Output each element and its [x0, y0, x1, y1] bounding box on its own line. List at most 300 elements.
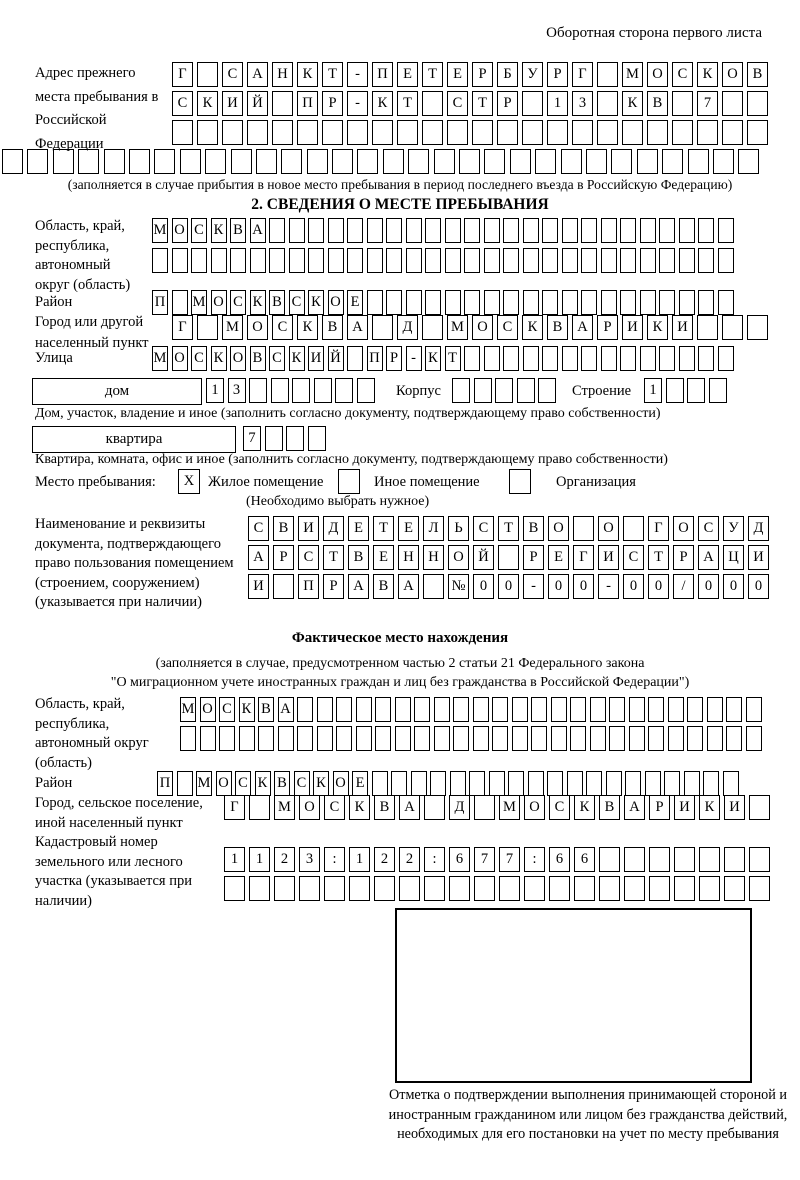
char-box[interactable]: 2: [274, 847, 295, 872]
char-box[interactable]: С: [698, 516, 719, 541]
char-box[interactable]: [224, 876, 245, 901]
char-box[interactable]: Й: [473, 545, 494, 570]
char-box[interactable]: Л: [423, 516, 444, 541]
char-box[interactable]: Е: [373, 545, 394, 570]
char-box[interactable]: [356, 697, 372, 722]
char-box[interactable]: [449, 876, 470, 901]
checkbox-organizaciya[interactable]: [509, 469, 531, 494]
char-box[interactable]: М: [222, 315, 243, 340]
char-box[interactable]: [367, 218, 383, 243]
char-box[interactable]: [724, 876, 745, 901]
char-box[interactable]: В: [348, 545, 369, 570]
char-box[interactable]: [335, 378, 353, 403]
char-box[interactable]: [586, 149, 607, 174]
char-box[interactable]: В: [250, 346, 266, 371]
char-box[interactable]: Й: [247, 91, 268, 116]
char-box[interactable]: К: [425, 346, 441, 371]
char-box[interactable]: [372, 120, 393, 145]
char-box[interactable]: У: [723, 516, 744, 541]
char-box[interactable]: И: [622, 315, 643, 340]
char-box[interactable]: [452, 378, 470, 403]
char-box[interactable]: [292, 378, 310, 403]
char-box[interactable]: [347, 120, 368, 145]
char-box[interactable]: [699, 847, 720, 872]
char-box[interactable]: С: [219, 697, 235, 722]
char-box[interactable]: [484, 248, 500, 273]
char-box[interactable]: [726, 726, 742, 751]
char-box[interactable]: 0: [723, 574, 744, 599]
char-box[interactable]: А: [347, 315, 368, 340]
char-box[interactable]: [445, 248, 461, 273]
char-box[interactable]: С: [248, 516, 269, 541]
char-box[interactable]: Д: [449, 795, 470, 820]
char-box[interactable]: С: [473, 516, 494, 541]
char-box[interactable]: 1: [349, 847, 370, 872]
kvartira-field[interactable]: квартира: [32, 426, 236, 453]
char-box[interactable]: М: [447, 315, 468, 340]
char-box[interactable]: Н: [272, 62, 293, 87]
char-box[interactable]: [464, 346, 480, 371]
char-box[interactable]: 7: [697, 91, 718, 116]
char-box[interactable]: 7: [474, 847, 495, 872]
char-box[interactable]: [640, 290, 656, 315]
char-box[interactable]: [406, 218, 422, 243]
char-box[interactable]: Г: [224, 795, 245, 820]
char-box[interactable]: М: [152, 218, 168, 243]
char-box[interactable]: [422, 120, 443, 145]
char-box[interactable]: [659, 218, 675, 243]
char-box[interactable]: Г: [572, 62, 593, 87]
char-box[interactable]: [649, 876, 670, 901]
char-box[interactable]: П: [372, 62, 393, 87]
char-box[interactable]: [597, 62, 618, 87]
char-box[interactable]: 6: [549, 847, 570, 872]
char-box[interactable]: С: [222, 62, 243, 87]
char-box[interactable]: [542, 248, 558, 273]
char-box[interactable]: [581, 290, 597, 315]
char-box[interactable]: [399, 876, 420, 901]
char-box[interactable]: [347, 218, 363, 243]
char-box[interactable]: К: [699, 795, 720, 820]
char-box[interactable]: [649, 847, 670, 872]
char-box[interactable]: О: [333, 771, 349, 796]
char-box[interactable]: [648, 726, 664, 751]
char-box[interactable]: [684, 771, 700, 796]
char-box[interactable]: [278, 726, 294, 751]
char-box[interactable]: О: [200, 697, 216, 722]
char-box[interactable]: [637, 149, 658, 174]
char-box[interactable]: С: [497, 315, 518, 340]
char-box[interactable]: [289, 248, 305, 273]
char-box[interactable]: А: [348, 574, 369, 599]
char-box[interactable]: О: [722, 62, 743, 87]
char-box[interactable]: [447, 120, 468, 145]
char-box[interactable]: [269, 218, 285, 243]
char-box[interactable]: [609, 697, 625, 722]
char-box[interactable]: В: [258, 697, 274, 722]
char-box[interactable]: [666, 378, 684, 403]
char-box[interactable]: П: [152, 290, 168, 315]
char-box[interactable]: [78, 149, 99, 174]
char-box[interactable]: [289, 218, 305, 243]
char-box[interactable]: [707, 697, 723, 722]
char-box[interactable]: [269, 248, 285, 273]
char-box[interactable]: [386, 218, 402, 243]
char-box[interactable]: О: [673, 516, 694, 541]
char-box[interactable]: [286, 426, 304, 451]
char-box[interactable]: [746, 726, 762, 751]
char-box[interactable]: Т: [323, 545, 344, 570]
char-box[interactable]: О: [247, 315, 268, 340]
char-box[interactable]: [230, 248, 246, 273]
char-box[interactable]: В: [230, 218, 246, 243]
char-box[interactable]: [492, 697, 508, 722]
char-box[interactable]: :: [524, 847, 545, 872]
char-box[interactable]: [707, 726, 723, 751]
char-box[interactable]: Е: [347, 290, 363, 315]
char-box[interactable]: [239, 726, 255, 751]
char-box[interactable]: [503, 346, 519, 371]
char-box[interactable]: [464, 290, 480, 315]
char-box[interactable]: [322, 120, 343, 145]
char-box[interactable]: [129, 149, 150, 174]
char-box[interactable]: Р: [322, 91, 343, 116]
char-box[interactable]: А: [698, 545, 719, 570]
char-box[interactable]: [308, 248, 324, 273]
char-box[interactable]: У: [522, 62, 543, 87]
char-box[interactable]: [473, 726, 489, 751]
char-box[interactable]: [299, 876, 320, 901]
char-box[interactable]: [567, 771, 583, 796]
char-box[interactable]: [531, 697, 547, 722]
char-box[interactable]: О: [448, 545, 469, 570]
char-box[interactable]: С: [191, 346, 207, 371]
char-box[interactable]: [679, 346, 695, 371]
char-box[interactable]: [297, 120, 318, 145]
char-box[interactable]: М: [499, 795, 520, 820]
char-box[interactable]: -: [523, 574, 544, 599]
char-box[interactable]: [154, 149, 175, 174]
char-box[interactable]: [256, 149, 277, 174]
char-box[interactable]: М: [196, 771, 212, 796]
char-box[interactable]: 1: [206, 378, 224, 403]
char-box[interactable]: 2: [399, 847, 420, 872]
char-box[interactable]: [397, 120, 418, 145]
char-box[interactable]: М: [191, 290, 207, 315]
checkbox-inoe[interactable]: [338, 469, 360, 494]
char-box[interactable]: М: [274, 795, 295, 820]
char-box[interactable]: [699, 876, 720, 901]
char-box[interactable]: [180, 149, 201, 174]
char-box[interactable]: [542, 346, 558, 371]
char-box[interactable]: [424, 795, 445, 820]
char-box[interactable]: [357, 149, 378, 174]
char-box[interactable]: [347, 346, 363, 371]
char-box[interactable]: К: [308, 290, 324, 315]
char-box[interactable]: [430, 771, 446, 796]
char-box[interactable]: [2, 149, 23, 174]
char-box[interactable]: К: [349, 795, 370, 820]
char-box[interactable]: [172, 290, 188, 315]
char-box[interactable]: [611, 149, 632, 174]
char-box[interactable]: [747, 91, 768, 116]
char-box[interactable]: С: [230, 290, 246, 315]
char-box[interactable]: В: [599, 795, 620, 820]
char-box[interactable]: [271, 378, 289, 403]
char-box[interactable]: С: [447, 91, 468, 116]
char-box[interactable]: [423, 574, 444, 599]
char-box[interactable]: [357, 378, 375, 403]
char-box[interactable]: С: [172, 91, 193, 116]
char-box[interactable]: [219, 726, 235, 751]
char-box[interactable]: [581, 346, 597, 371]
char-box[interactable]: [172, 120, 193, 145]
char-box[interactable]: [512, 697, 528, 722]
char-box[interactable]: 1: [249, 847, 270, 872]
char-box[interactable]: Ь: [448, 516, 469, 541]
char-box[interactable]: [27, 149, 48, 174]
char-box[interactable]: С: [549, 795, 570, 820]
char-box[interactable]: С: [298, 545, 319, 570]
char-box[interactable]: [640, 248, 656, 273]
char-box[interactable]: [386, 290, 402, 315]
char-box[interactable]: П: [297, 91, 318, 116]
char-box[interactable]: [247, 120, 268, 145]
char-box[interactable]: /: [673, 574, 694, 599]
char-box[interactable]: [474, 378, 492, 403]
char-box[interactable]: А: [572, 315, 593, 340]
char-box[interactable]: [464, 218, 480, 243]
char-box[interactable]: [547, 120, 568, 145]
char-box[interactable]: К: [313, 771, 329, 796]
char-box[interactable]: А: [624, 795, 645, 820]
char-box[interactable]: В: [523, 516, 544, 541]
char-box[interactable]: [547, 771, 563, 796]
char-box[interactable]: [395, 726, 411, 751]
char-box[interactable]: [425, 290, 441, 315]
char-box[interactable]: К: [647, 315, 668, 340]
char-box[interactable]: [499, 876, 520, 901]
char-box[interactable]: Т: [445, 346, 461, 371]
char-box[interactable]: О: [299, 795, 320, 820]
char-box[interactable]: [601, 290, 617, 315]
char-box[interactable]: О: [328, 290, 344, 315]
char-box[interactable]: [609, 726, 625, 751]
char-box[interactable]: Е: [447, 62, 468, 87]
char-box[interactable]: [562, 218, 578, 243]
char-box[interactable]: [197, 120, 218, 145]
char-box[interactable]: -: [347, 62, 368, 87]
char-box[interactable]: [336, 697, 352, 722]
char-box[interactable]: [510, 149, 531, 174]
char-box[interactable]: К: [211, 218, 227, 243]
char-box[interactable]: [434, 149, 455, 174]
char-box[interactable]: С: [672, 62, 693, 87]
char-box[interactable]: [542, 218, 558, 243]
char-box[interactable]: Т: [397, 91, 418, 116]
char-box[interactable]: С: [235, 771, 251, 796]
char-box[interactable]: В: [322, 315, 343, 340]
char-box[interactable]: [523, 248, 539, 273]
char-box[interactable]: [747, 315, 768, 340]
char-box[interactable]: [679, 248, 695, 273]
char-box[interactable]: П: [298, 574, 319, 599]
char-box[interactable]: [629, 697, 645, 722]
char-box[interactable]: [349, 876, 370, 901]
char-box[interactable]: [620, 346, 636, 371]
char-box[interactable]: М: [622, 62, 643, 87]
char-box[interactable]: [523, 290, 539, 315]
char-box[interactable]: [274, 876, 295, 901]
char-box[interactable]: Р: [472, 62, 493, 87]
char-box[interactable]: [562, 346, 578, 371]
char-box[interactable]: О: [172, 346, 188, 371]
char-box[interactable]: [648, 697, 664, 722]
char-box[interactable]: [332, 149, 353, 174]
char-box[interactable]: [414, 726, 430, 751]
char-box[interactable]: [508, 771, 524, 796]
char-box[interactable]: [620, 248, 636, 273]
char-box[interactable]: В: [647, 91, 668, 116]
char-box[interactable]: [249, 795, 270, 820]
char-box[interactable]: П: [367, 346, 383, 371]
char-box[interactable]: Т: [373, 516, 394, 541]
char-box[interactable]: 0: [473, 574, 494, 599]
char-box[interactable]: И: [248, 574, 269, 599]
char-box[interactable]: [265, 426, 283, 451]
char-box[interactable]: [503, 218, 519, 243]
char-box[interactable]: -: [347, 91, 368, 116]
char-box[interactable]: [687, 378, 705, 403]
char-box[interactable]: [459, 149, 480, 174]
char-box[interactable]: [197, 315, 218, 340]
char-box[interactable]: [317, 726, 333, 751]
char-box[interactable]: Р: [597, 315, 618, 340]
char-box[interactable]: 6: [449, 847, 470, 872]
char-box[interactable]: [528, 771, 544, 796]
char-box[interactable]: [590, 726, 606, 751]
char-box[interactable]: [718, 248, 734, 273]
char-box[interactable]: Б: [497, 62, 518, 87]
char-box[interactable]: [273, 574, 294, 599]
char-box[interactable]: [367, 248, 383, 273]
char-box[interactable]: [308, 218, 324, 243]
char-box[interactable]: С: [294, 771, 310, 796]
char-box[interactable]: [497, 120, 518, 145]
char-box[interactable]: [472, 120, 493, 145]
char-box[interactable]: В: [547, 315, 568, 340]
char-box[interactable]: [374, 876, 395, 901]
char-box[interactable]: [503, 248, 519, 273]
char-box[interactable]: О: [472, 315, 493, 340]
char-box[interactable]: А: [398, 574, 419, 599]
char-box[interactable]: Е: [397, 62, 418, 87]
char-box[interactable]: О: [230, 346, 246, 371]
char-box[interactable]: К: [289, 346, 305, 371]
char-box[interactable]: [524, 876, 545, 901]
char-box[interactable]: [551, 697, 567, 722]
char-box[interactable]: Р: [497, 91, 518, 116]
char-box[interactable]: [581, 248, 597, 273]
char-box[interactable]: [222, 120, 243, 145]
char-box[interactable]: [709, 378, 727, 403]
char-box[interactable]: [662, 149, 683, 174]
char-box[interactable]: :: [324, 847, 345, 872]
char-box[interactable]: [250, 248, 266, 273]
char-box[interactable]: [281, 149, 302, 174]
char-box[interactable]: К: [255, 771, 271, 796]
char-box[interactable]: [620, 290, 636, 315]
char-box[interactable]: [664, 771, 680, 796]
char-box[interactable]: Р: [547, 62, 568, 87]
char-box[interactable]: 0: [548, 574, 569, 599]
char-box[interactable]: [531, 726, 547, 751]
char-box[interactable]: 3: [228, 378, 246, 403]
char-box[interactable]: [538, 378, 556, 403]
char-box[interactable]: [573, 516, 594, 541]
char-box[interactable]: [674, 847, 695, 872]
char-box[interactable]: 3: [299, 847, 320, 872]
char-box[interactable]: [297, 697, 313, 722]
char-box[interactable]: С: [289, 290, 305, 315]
char-box[interactable]: [570, 726, 586, 751]
char-box[interactable]: 1: [644, 378, 662, 403]
char-box[interactable]: [450, 771, 466, 796]
char-box[interactable]: А: [248, 545, 269, 570]
char-box[interactable]: О: [647, 62, 668, 87]
char-box[interactable]: [672, 91, 693, 116]
char-box[interactable]: [581, 218, 597, 243]
char-box[interactable]: Д: [397, 315, 418, 340]
char-box[interactable]: [586, 771, 602, 796]
char-box[interactable]: К: [574, 795, 595, 820]
char-box[interactable]: [747, 120, 768, 145]
char-box[interactable]: [372, 315, 393, 340]
char-box[interactable]: И: [298, 516, 319, 541]
char-box[interactable]: [453, 726, 469, 751]
char-box[interactable]: К: [372, 91, 393, 116]
char-box[interactable]: [406, 248, 422, 273]
char-box[interactable]: Т: [648, 545, 669, 570]
char-box[interactable]: М: [180, 697, 196, 722]
char-box[interactable]: [445, 218, 461, 243]
char-box[interactable]: Т: [498, 516, 519, 541]
char-box[interactable]: 1: [224, 847, 245, 872]
char-box[interactable]: [375, 726, 391, 751]
char-box[interactable]: [746, 697, 762, 722]
char-box[interactable]: [672, 120, 693, 145]
char-box[interactable]: [434, 726, 450, 751]
dom-field[interactable]: дом: [32, 378, 202, 405]
char-box[interactable]: А: [399, 795, 420, 820]
char-box[interactable]: [647, 120, 668, 145]
char-box[interactable]: [328, 218, 344, 243]
char-box[interactable]: Н: [398, 545, 419, 570]
char-box[interactable]: 0: [648, 574, 669, 599]
char-box[interactable]: [549, 876, 570, 901]
char-box[interactable]: [668, 726, 684, 751]
char-box[interactable]: Ц: [723, 545, 744, 570]
char-box[interactable]: [172, 248, 188, 273]
char-box[interactable]: И: [674, 795, 695, 820]
char-box[interactable]: [718, 290, 734, 315]
char-box[interactable]: [749, 795, 770, 820]
char-box[interactable]: [535, 149, 556, 174]
char-box[interactable]: [372, 771, 388, 796]
char-box[interactable]: Г: [172, 62, 193, 87]
char-box[interactable]: [542, 290, 558, 315]
char-box[interactable]: В: [274, 771, 290, 796]
